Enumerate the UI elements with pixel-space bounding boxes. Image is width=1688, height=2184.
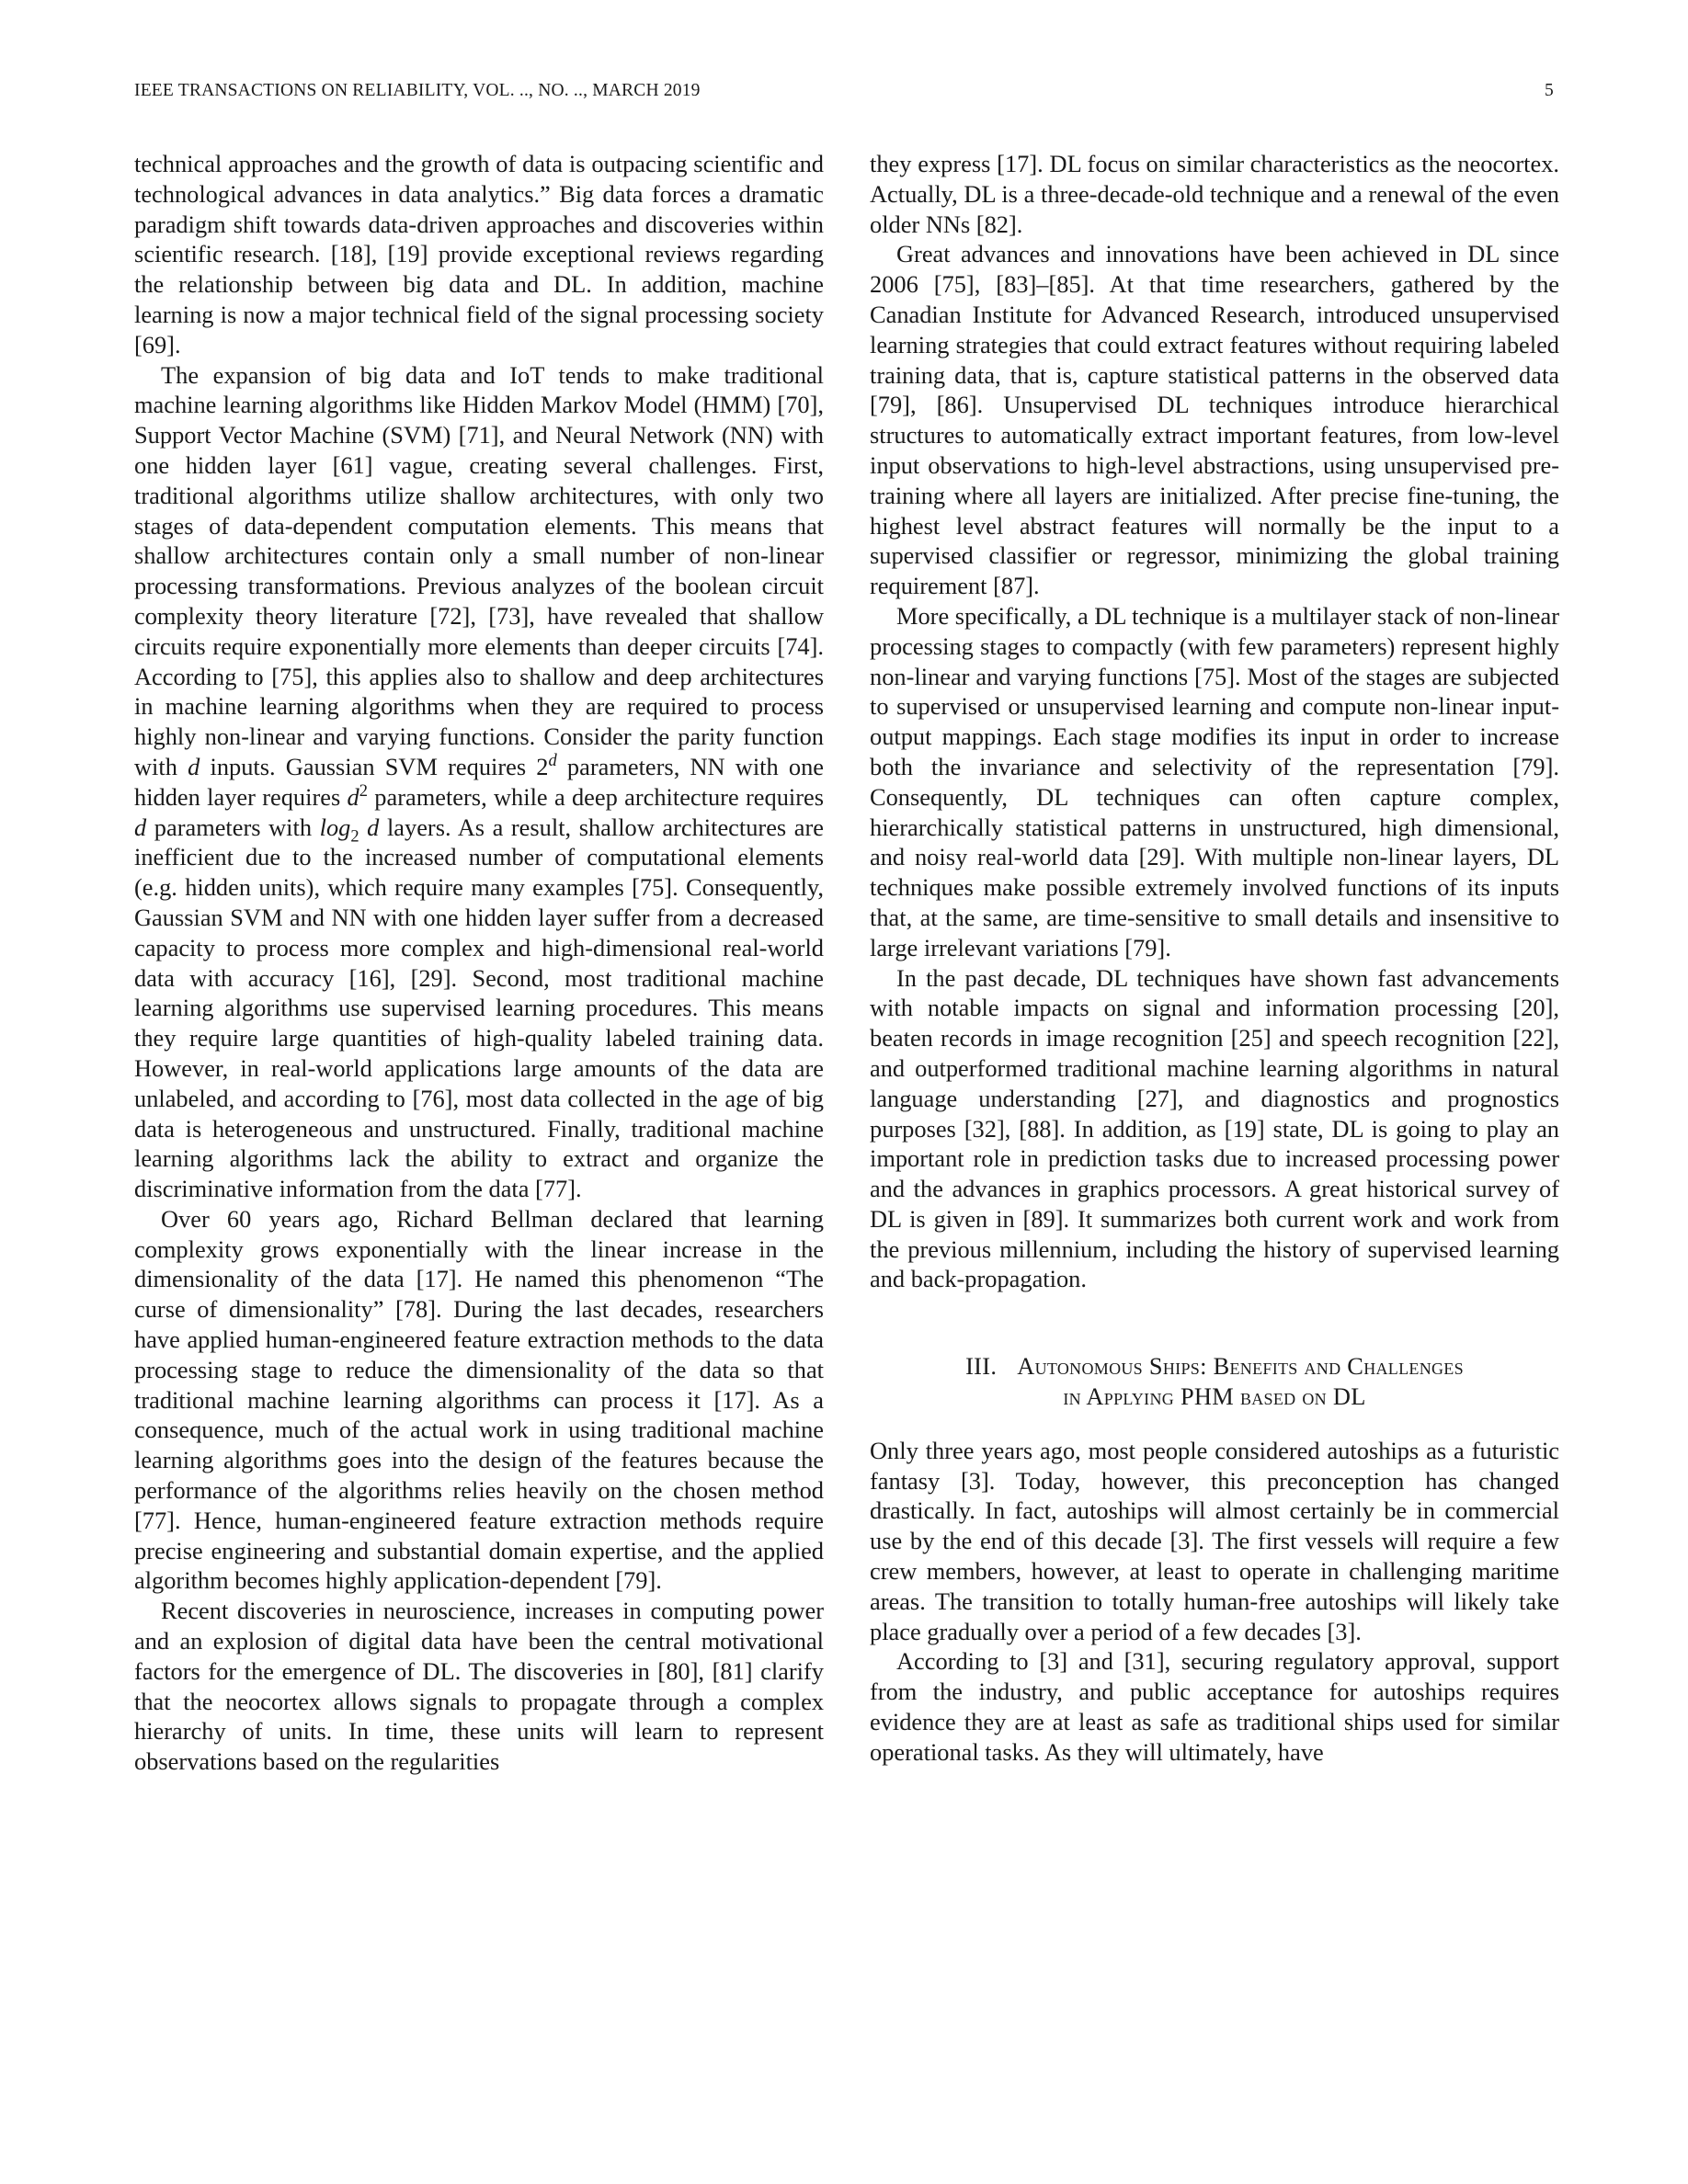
math-var-d: d bbox=[359, 813, 380, 841]
right-paragraph-1: they express [17]. DL focus on similar characteristics as the neocortex. Actually, DL is a three-decade-old technique and a renewal of the even older NNs [82]. bbox=[870, 150, 1559, 238]
section-heading bbox=[870, 1351, 1559, 1412]
p2-text-d: parameters, while a deep architecture requires bbox=[367, 782, 824, 811]
left-paragraph-1: technical approaches and the growth of data is outpacing scientific and technological advances in data analytics.” Big data forces a dramatic paradigm shift towards data-driven approaches and discoveries within scientific research. [18], [19] provide exceptional reviews regarding the relationship between big data and DL. In addition, machine learning is now a major technical field of the signal processing society [69]. bbox=[134, 150, 824, 358]
page-number: 5 bbox=[1545, 81, 1554, 100]
right-paragraph-2: Great advances and innovations have been achieved in DL since 2006 [75], [83]–[85]. At that time researchers, gathered by the Canadian Institute for Advanced Research, introduced unsupervised learning strategies that could extract features without requiring labeled training data, that is, capture statistical patterns in the observed data [79], [86]. Unsupervised DL techniques introduce hierarchical structures to automatically extract important features, from low-level input observations to high-level abstractions, using unsupervised pre-training where all layers are initialized. After precise fine-tuning, the highest level abstract features will normally be the input to a supervised classifier or regressor, minimizing the global training requirement [87]. bbox=[870, 240, 1559, 600]
math-var-d: d bbox=[188, 752, 200, 780]
p2-text-f: layers. As a result, shallow architectures are inefficient due to the increased number of computational elements (e.g. hidden units), which require many examples [75]. Consequently, Gaussian SVM and NN with one hidden layer suffer from a decreased capacity to process more complex and high-dimensional real-world data with accuracy [16], [29]. Second, most traditional machine learning algorithms use supervised learning procedures. This means they require large quantities of high-quality labeled training data. However, in real-world applications large amounts of the data are unlabeled, and according to [76], most data collected in the age of big data is heterogeneous and unstructured. Finally, traditional machine learning algorithms lack the ability to extract and organize the discriminative information from the data [77]. bbox=[134, 813, 824, 1203]
p2-text-e: parameters with bbox=[146, 813, 320, 841]
journal-title: IEEE TRANSACTIONS ON RELIABILITY, VOL. .., NO. .., MARCH 2019 bbox=[134, 81, 701, 100]
right-column bbox=[870, 149, 1559, 1768]
right-paragraph-6: According to [3] and [31], securing regulatory approval, support from the industry, and public acceptance for autoships requires evidence they are at least as safe as traditional ships used for similar operational tasks. As they will ultimately, have bbox=[870, 1647, 1559, 1766]
math-sub-2: 2 bbox=[350, 825, 359, 845]
left-paragraph-4: Recent discoveries in neuroscience, increases in computing power and an explosion of digital data have been the central motivational factors for the emergence of DL. The discoveries in [80], [81] clarify that the neocortex allows signals to propagate through a complex hierarchy of units. In time, these units will learn to represent observations based on the regularities bbox=[134, 1597, 824, 1776]
left-paragraph-2 bbox=[134, 360, 824, 1204]
section-title-line-1: Autonomous Ships: Benefits and Challenges bbox=[1017, 1352, 1464, 1381]
math-sup-d: d bbox=[548, 751, 557, 770]
math-var-d: d bbox=[347, 782, 359, 811]
section-title-line-2: in Applying PHM based on DL bbox=[1063, 1382, 1366, 1411]
p2-text-c: parameters, NN with one hidden layer requires bbox=[134, 752, 824, 811]
right-paragraph-4: In the past decade, DL techniques have shown fast advancements with notable impacts on signal and information processing [20], beaten records in image recognition [25] and speech recognition [22], and outperformed traditional machine learning algorithms in natural language understanding [27], and diagnostics and prognostics purposes [32], [88]. In addition, as [19] state, DL is going to play an important role in prediction tasks due to increased processing power and the advances in graphics processors. A great historical survey of DL is given in [89]. It summarizes both current work and work from the previous millennium, including the history of supervised learning and back-propagation. bbox=[870, 963, 1559, 1293]
running-header bbox=[134, 81, 1554, 103]
left-column bbox=[134, 149, 824, 1777]
p2-text-a: The expansion of big data and IoT tends to make traditional machine learning algorithms like Hidden Markov Model (HMM) [70], Support Vector Machine (SVM) [71], and Neural Network (NN) with one hidden layer [61] vague, creating several challenges. First, traditional algorithms utilize shallow architectures, with only two stages of data-dependent computation elements. This means that shallow architectures contain only a small number of non-linear processing transformations. Previous analyzes of the boolean circuit complexity theory literature [72], [73], have revealed that shallow circuits require exponentially more elements than deeper circuits [74]. According to [75], this applies also to shallow and deep architectures in machine learning algorithms when they are required to process highly non-linear and varying functions. Consider the parity function with bbox=[134, 360, 824, 780]
section-number: III. bbox=[965, 1352, 998, 1381]
p2-text-b: inputs. Gaussian SVM requires 2 bbox=[200, 752, 549, 780]
right-paragraph-3: More specifically, a DL technique is a multilayer stack of non-linear processing stages to compactly (with few parameters) represent highly non-linear and varying functions [75]. Most of the stages are subjected to supervised or unsupervised learning and compute non-linear input-output mappings. Each stage modifies its input in order to increase both the invariance and selectivity of the representation [79]. Consequently, DL techniques can often capture complex, hierarchically statistical patterns in unstructured, high dimensional, and noisy real-world data [29]. With multiple non-linear layers, DL techniques make possible extremely involved functions of its inputs that, at the same, are time-sensitive to small details and insensitive to large irrelevant variations [79]. bbox=[870, 601, 1559, 961]
math-log: log bbox=[319, 813, 351, 841]
math-sup-2: 2 bbox=[359, 780, 368, 800]
right-paragraph-5: Only three years ago, most people considered autoships as a futuristic fantasy [3]. Today, however, this preconception has changed drastically. In fact, autoships will almost certainly be in commercial use by the end of this decade [3]. The first vessels will require a few crew members, however, at least to operate in challenging maritime areas. The transition to totally human-free autoships will likely take place gradually over a period of a few decades [3]. bbox=[870, 1436, 1559, 1645]
math-var-d: d bbox=[134, 813, 147, 841]
left-paragraph-3: Over 60 years ago, Richard Bellman declared that learning complexity grows exponentially with the linear increase in the dimensionality of the data [17]. He named this phenomenon “The curse of dimensionality” [78]. During the last decades, researchers have applied human-engineered feature extraction methods to the data processing stage to reduce the dimensionality of the data so that traditional machine learning algorithms can process it [17]. As a consequence, much of the actual work in using traditional machine learning algorithms goes into the design of the features because the performance of the algorithms relies heavily on the chosen method [77]. Hence, human-engineered feature extraction methods require precise engineering and substantial domain expertise, and the applied algorithm becomes highly application-dependent [79]. bbox=[134, 1204, 824, 1595]
